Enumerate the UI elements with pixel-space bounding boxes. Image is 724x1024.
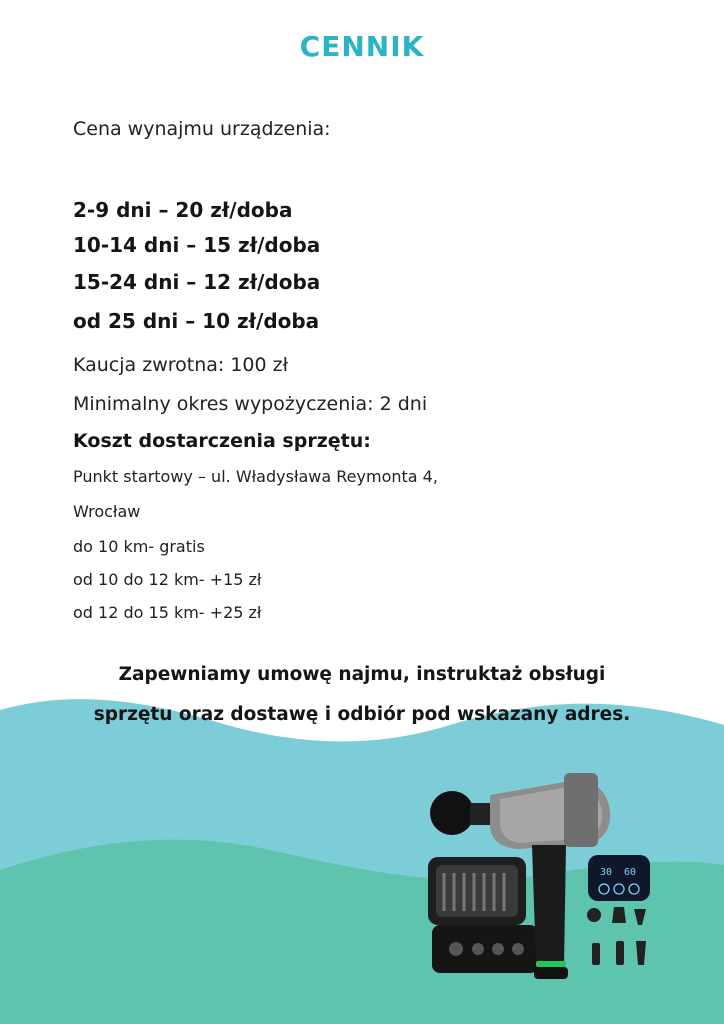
min-period-info: Minimalny okres wypożyczenia: 2 dni [73,393,428,415]
slogan-line: Zapewniamy umowę najmu, instruktaż obsługi [118,664,606,685]
display-right-value: 60 [623,867,637,878]
delivery-tier: od 10 do 12 km- +15 zł [73,570,262,589]
delivery-tier: od 12 do 15 km- +25 zł [73,603,262,622]
slogan-line: sprzętu oraz dostawę i odbiór pod wskazany adres. [93,704,631,725]
delivery-tier: do 10 km- gratis [73,537,205,556]
delivery-heading: Koszt dostarczenia sprzętu: [73,430,371,452]
page-title: CENNIK [299,30,425,63]
deposit-info: Kaucja zwrotna: 100 zł [73,354,289,376]
display-left-value: 30 [599,867,613,878]
start-point-city: Wrocław [73,502,141,521]
start-point-line: Punkt startowy – ul. Władysława Reymonta 4, [73,467,438,486]
price-tier: 15-24 dni – 12 zł/doba [73,270,321,294]
intro-label: Cena wynajmu urządzenia: [73,118,331,140]
price-tier: od 25 dni – 10 zł/doba [73,309,320,333]
massage-gun-image [420,765,665,1005]
price-tier: 2-9 dni – 20 zł/doba [73,198,293,222]
price-tier: 10-14 dni – 15 zł/doba [73,233,321,257]
